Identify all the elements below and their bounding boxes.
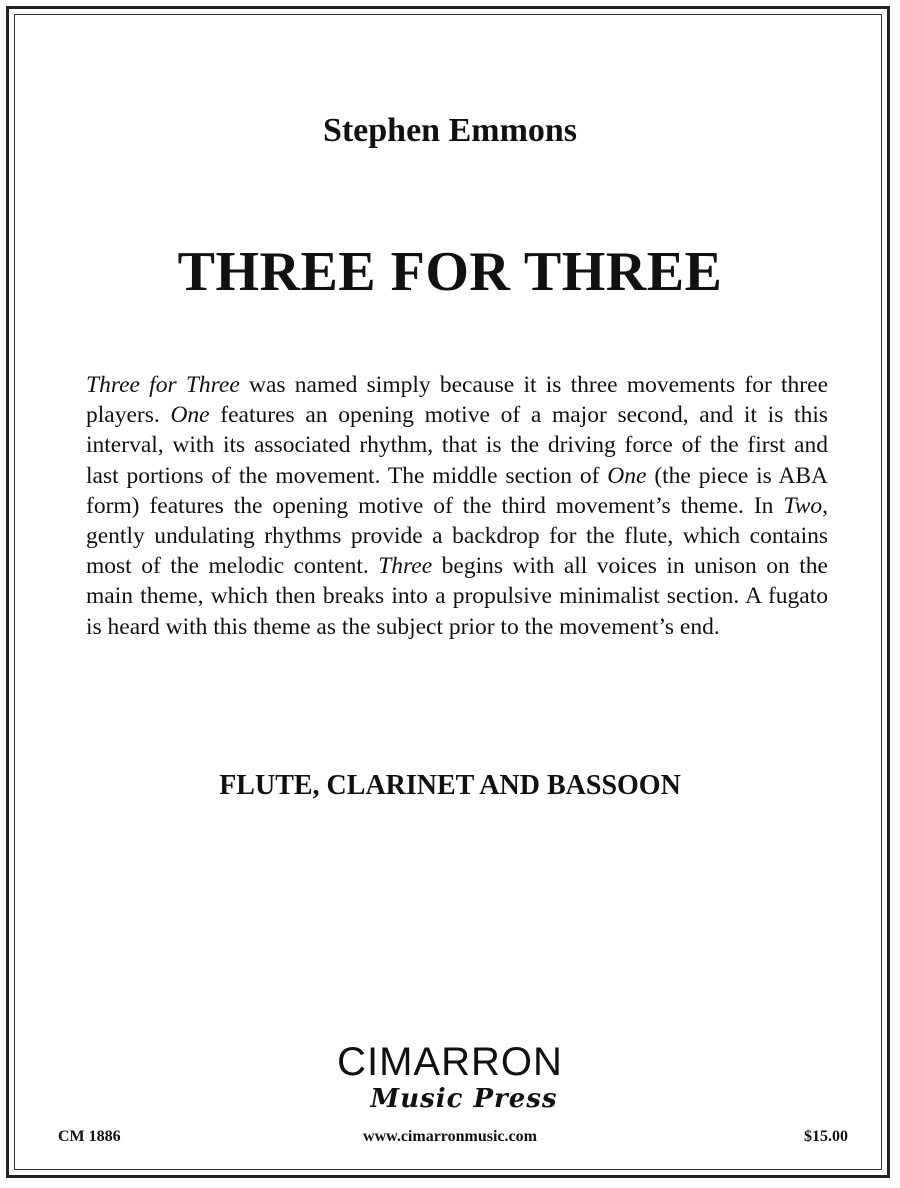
piece-title: THREE FOR THREE [177, 241, 723, 303]
price: $15.00 [804, 1128, 848, 1145]
text-segment: (the piece is ABA form) features the opening motive of the third movement’s theme. In [86, 462, 828, 519]
catalog-number: CM 1886 [58, 1128, 121, 1145]
italic-movement-one: One [607, 462, 647, 489]
text-segment: begins with all voices in unison on the main theme, which then breaks into a propulsive minimalist section. A fugato is heard with this theme as the subject prior to the movement’s end. [86, 553, 828, 640]
logo-wordmark: CIMARRON [337, 1040, 563, 1084]
italic-movement-three: Three [378, 553, 433, 580]
text-segment: , gently undulating rhythms provide a backdrop for the flute, which contains most of the melodic content. [86, 492, 828, 580]
italic-movement-two: Two [783, 492, 823, 519]
program-notes [86, 370, 828, 642]
logo-subtitle: Music Press [370, 1084, 558, 1114]
text-segment: features an opening motive of a major second, and it is this interval, with its associated rhythm, that is the driving force of the first and last portions of the movement. The middle section of [86, 402, 828, 489]
website-url: www.cimarronmusic.com [363, 1128, 537, 1145]
text-segment: was named simply because it is three movements for three players. [86, 372, 828, 429]
italic-title: Three for Three [86, 372, 240, 398]
publisher-logo [0, 1040, 900, 1114]
composer-name: Stephen Emmons [322, 112, 578, 149]
italic-movement-one: One [170, 402, 210, 429]
instrumentation: FLUTE, CLARINET AND BASSOON [219, 770, 681, 801]
